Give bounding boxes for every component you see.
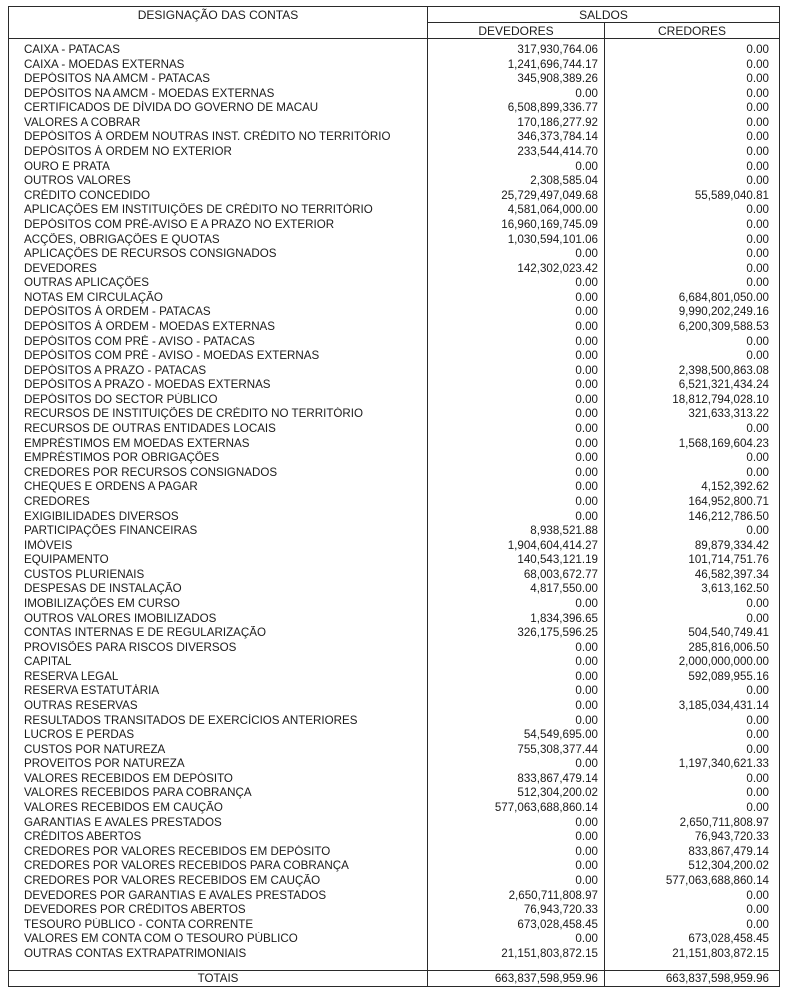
credores-value: 285,816,006.50 (688, 640, 769, 654)
account-name: EMPRÉSTIMOS POR OBRIGAÇÕES (24, 451, 220, 465)
table-row (9, 859, 779, 874)
devedores-value: 76,943,720.33 (523, 903, 598, 917)
table-row (9, 218, 779, 233)
header-designacao: DESIGNAÇÃO DAS CONTAS (137, 8, 299, 22)
account-name: CAIXA - PATACAS (24, 43, 120, 56)
devedores-value: 16,960,169,745.09 (501, 217, 598, 231)
account-name: DEPÓSITOS DO SECTOR PÚBLICO (24, 392, 218, 406)
table-row (9, 480, 779, 495)
table-row (9, 145, 779, 160)
account-name: OUTROS VALORES (24, 174, 131, 188)
credores-value: 0.00 (746, 261, 769, 275)
table-row (9, 757, 779, 772)
account-name: OURO E PRATA (24, 159, 110, 173)
table-row (9, 612, 779, 627)
table-row (9, 233, 779, 248)
table-row (9, 728, 779, 743)
account-name: CREDORES POR VALORES RECEBIDOS PARA COBRANÇA (24, 859, 349, 873)
credores-value: 0.00 (746, 742, 769, 756)
devedores-value: 0.00 (575, 713, 598, 727)
credores-value: 0.00 (746, 86, 769, 100)
table-row (9, 466, 779, 481)
table-row (9, 451, 779, 466)
account-name: DEVEDORES POR CRÉDITOS ABERTOS (24, 903, 246, 917)
table-row (9, 539, 779, 554)
account-name: RECURSOS DE OUTRAS ENTIDADES LOCAIS (24, 422, 276, 436)
account-name: DEPÓSITOS COM PRÉ-AVISO E A PRAZO NO EXTERIOR (24, 217, 335, 231)
account-name: IMOBILIZAÇÕES EM CURSO (24, 596, 180, 610)
account-name: VALORES RECEBIDOS PARA COBRANÇA (24, 786, 252, 800)
devedores-value: 21,151,803,872.15 (501, 946, 598, 960)
table-row (9, 918, 779, 933)
table-row (9, 174, 779, 189)
devedores-value: 0.00 (575, 815, 598, 829)
account-name: VALORES RECEBIDOS EM CAUÇÃO (24, 801, 223, 815)
credores-value: 4,152,392.62 (701, 480, 769, 494)
credores-value: 0.00 (746, 451, 769, 465)
account-name: DEPÓSITOS NA AMCM - MOEDAS EXTERNAS (24, 86, 275, 100)
credores-value: 2,000,000,000.00 (678, 655, 769, 669)
table-row (9, 58, 779, 73)
devedores-value: 0.00 (575, 494, 598, 508)
devedores-value: 0.00 (575, 844, 598, 858)
table-row (9, 772, 779, 787)
table-row (9, 845, 779, 860)
devedores-value: 0.00 (575, 276, 598, 290)
account-name: DEPÓSITOS À ORDEM NO EXTERIOR (24, 145, 232, 159)
table-row (9, 801, 779, 816)
table-row (9, 422, 779, 437)
table-row (9, 553, 779, 568)
totals-credores: 663,837,598,959.96 (665, 972, 769, 985)
devedores-value: 0.00 (575, 684, 598, 698)
devedores-value: 1,241,696,744.17 (507, 57, 598, 71)
table-row (9, 72, 779, 87)
account-name: RESULTADOS TRANSITADOS DE EXERCÍCIOS ANTERIORES (24, 713, 358, 727)
devedores-value: 0.00 (575, 757, 598, 771)
table-row (9, 816, 779, 831)
credores-value: 6,684,801,050.00 (678, 290, 769, 304)
devedores-value: 512,304,200.02 (517, 786, 598, 800)
account-name: EQUIPAMENTO (24, 553, 109, 567)
table-row (9, 903, 779, 918)
account-name: OUTRAS RESERVAS (24, 699, 138, 713)
table-row (9, 786, 779, 801)
table-row (9, 947, 779, 962)
credores-value: 0.00 (746, 684, 769, 698)
credores-value: 0.00 (746, 276, 769, 290)
account-name: APLICAÇÕES EM INSTITUIÇÕES DE CRÉDITO NO TERRITÓRIO (24, 203, 373, 217)
credores-value: 76,943,720.33 (694, 830, 769, 844)
account-name: CREDORES POR VALORES RECEBIDOS EM DEPÓSITO (24, 844, 331, 858)
devedores-value: 0.00 (575, 859, 598, 873)
devedores-value: 0.00 (575, 640, 598, 654)
credores-value: 0.00 (746, 801, 769, 815)
account-name: APLICAÇÕES DE RECURSOS CONSIGNADOS (24, 247, 277, 261)
credores-value: 0.00 (746, 72, 769, 86)
credores-value: 3,613,162.50 (701, 582, 769, 596)
devedores-value: 0.00 (575, 334, 598, 348)
devedores-value: 1,834,396.65 (530, 611, 598, 625)
credores-value: 577,063,688,860.14 (665, 873, 769, 887)
credores-value: 0.00 (746, 771, 769, 785)
account-name: PROVEITOS POR NATUREZA (24, 757, 185, 771)
table-row (9, 87, 779, 102)
credores-value: 0.00 (746, 232, 769, 246)
devedores-value: 4,581,064,000.00 (507, 203, 598, 217)
account-name: EMPRÉSTIMOS EM MOEDAS EXTERNAS (24, 436, 250, 450)
balance-sheet-table (8, 6, 780, 987)
account-name: LUCROS E PERDAS (24, 728, 135, 742)
devedores-value: 6,508,899,336.77 (507, 101, 598, 115)
credores-value: 0.00 (746, 145, 769, 159)
table-row (9, 364, 779, 379)
credores-value: 504,540,749.41 (688, 626, 769, 640)
account-name: EXIGIBILIDADES DIVERSOS (24, 509, 179, 523)
table-row (9, 655, 779, 670)
table-row (9, 932, 779, 947)
account-name: CAIXA - MOEDAS EXTERNAS (24, 57, 185, 71)
account-name: OUTROS VALORES IMOBILIZADOS (24, 611, 217, 625)
table-row (9, 626, 779, 641)
devedores-value: 54,549,695.00 (523, 728, 598, 742)
account-name: DEVEDORES (24, 261, 97, 275)
credores-value: 6,200,309,588.53 (678, 319, 769, 333)
table-row (9, 743, 779, 758)
table-row (9, 130, 779, 145)
account-name: GARANTIAS E AVALES PRESTADOS (24, 815, 222, 829)
credores-value: 18,812,794,028.10 (672, 392, 769, 406)
credores-value: 0.00 (746, 101, 769, 115)
table-row (9, 262, 779, 277)
table-row (9, 714, 779, 729)
table-row (9, 378, 779, 393)
table-row (9, 349, 779, 364)
devedores-value: 346,373,784.14 (517, 130, 598, 144)
devedores-value: 233,544,414.70 (517, 145, 598, 159)
credores-value: 101,714,751.76 (688, 553, 769, 567)
table-row (9, 203, 779, 218)
credores-value: 0.00 (746, 159, 769, 173)
account-name: CRÉDITO CONCEDIDO (24, 188, 151, 202)
table-row (9, 320, 779, 335)
devedores-value: 0.00 (575, 407, 598, 421)
devedores-value: 140,543,121.19 (517, 553, 598, 567)
credores-value: 0.00 (746, 524, 769, 538)
credores-value: 6,521,321,434.24 (678, 378, 769, 392)
devedores-value: 326,175,596.25 (517, 626, 598, 640)
devedores-value: 68,003,672.77 (523, 567, 598, 581)
credores-value: 0.00 (746, 465, 769, 479)
credores-value: 164,952,800.71 (688, 494, 769, 508)
credores-value: 592,089,955.16 (688, 669, 769, 683)
account-name: DEPÓSITOS A PRAZO - PATACAS (24, 363, 207, 377)
devedores-value: 0.00 (575, 873, 598, 887)
devedores-value: 0.00 (575, 319, 598, 333)
credores-value: 0.00 (746, 888, 769, 902)
credores-value: 55,589,040.81 (694, 188, 769, 202)
credores-value: 0.00 (746, 203, 769, 217)
devedores-value: 0.00 (575, 247, 598, 261)
account-name: DEPÓSITOS À ORDEM - PATACAS (24, 305, 211, 319)
table-row (9, 524, 779, 539)
header-saldos: SALDOS (579, 8, 628, 22)
devedores-value: 0.00 (575, 422, 598, 436)
devedores-value: 0.00 (575, 436, 598, 450)
table-row (9, 582, 779, 597)
credores-value: 2,650,711,808.97 (679, 815, 769, 829)
account-name: PARTICIPAÇÕES FINANCEIRAS (24, 524, 198, 538)
table-row (9, 684, 779, 699)
credores-value: 0.00 (746, 174, 769, 188)
table-row (9, 699, 779, 714)
account-name: RECURSOS DE INSTITUIÇÕES DE CRÉDITO NO TERRITÓRIO (24, 407, 364, 421)
devedores-value: 0.00 (575, 290, 598, 304)
table-row (9, 874, 779, 889)
devedores-value: 25,729,497,049.68 (501, 188, 598, 202)
credores-value: 321,633,313.22 (688, 407, 769, 421)
table-row (9, 407, 779, 422)
devedores-value: 0.00 (575, 830, 598, 844)
table-row (9, 116, 779, 131)
account-name: NOTAS EM CIRCULAÇÃO (24, 290, 163, 304)
devedores-value: 2,650,711,808.97 (508, 888, 598, 902)
credores-value: 1,568,169,604.23 (678, 436, 769, 450)
account-name: VALORES RECEBIDOS EM DEPÓSITO (24, 771, 233, 785)
devedores-value: 0.00 (575, 392, 598, 406)
table-row (9, 641, 779, 656)
table-row (9, 510, 779, 525)
credores-value: 0.00 (746, 786, 769, 800)
devedores-value: 0.00 (575, 378, 598, 392)
account-name: DEPÓSITOS COM PRÉ - AVISO - PATACAS (24, 334, 255, 348)
devedores-value: 0.00 (575, 509, 598, 523)
account-name: DEPÓSITOS À ORDEM NOUTRAS INST. CRÉDITO NO TERRITÓRIO (24, 130, 391, 144)
table-row (9, 291, 779, 306)
table-row (9, 670, 779, 685)
credores-value: 21,151,803,872.15 (672, 946, 769, 960)
credores-value: 0.00 (746, 713, 769, 727)
devedores-value: 0.00 (575, 596, 598, 610)
table-row (9, 189, 779, 204)
table-row (9, 437, 779, 452)
credores-value: 833,867,479.14 (688, 844, 769, 858)
table-row (9, 393, 779, 408)
account-name: IMÓVEIS (24, 538, 73, 552)
account-name: PROVISÕES PARA RISCOS DIVERSOS (24, 640, 237, 654)
account-name: DEPÓSITOS À ORDEM - MOEDAS EXTERNAS (24, 319, 276, 333)
header-devedores: DEVEDORES (478, 24, 554, 38)
credores-value: 2,398,500,863.08 (678, 363, 769, 377)
account-name: TESOURO PÚBLICO - CONTA CORRENTE (24, 917, 254, 931)
account-name: DEPÓSITOS A PRAZO - MOEDAS EXTERNAS (24, 378, 271, 392)
credores-value: 0.00 (746, 43, 769, 56)
credores-value: 0.00 (746, 334, 769, 348)
table-row (9, 495, 779, 510)
credores-value: 0.00 (746, 596, 769, 610)
devedores-value: 142,302,023.42 (517, 261, 598, 275)
account-name: DEVEDORES POR GARANTIAS E AVALES PRESTADOS (24, 888, 327, 902)
devedores-value: 0.00 (575, 86, 598, 100)
totals-devedores: 663,837,598,959.96 (494, 972, 598, 985)
credores-value: 3,185,034,431.14 (678, 699, 769, 713)
header-credores: CREDORES (657, 24, 726, 38)
table-row (9, 305, 779, 320)
credores-value: 0.00 (746, 903, 769, 917)
credores-value: 146,212,786.50 (688, 509, 769, 523)
devedores-value: 0.00 (575, 465, 598, 479)
devedores-value: 0.00 (575, 480, 598, 494)
devedores-value: 833,867,479.14 (517, 771, 598, 785)
devedores-value: 0.00 (575, 305, 598, 319)
account-name: CUSTOS PLURIENAIS (24, 567, 145, 581)
devedores-value: 0.00 (575, 655, 598, 669)
account-name: CONTAS INTERNAS E DE REGULARIZAÇÃO (24, 626, 267, 640)
devedores-value: 2,308,585.04 (530, 174, 598, 188)
table-row (9, 247, 779, 262)
table-row (9, 568, 779, 583)
devedores-value: 8,938,521.88 (530, 524, 598, 538)
table-row (9, 889, 779, 904)
devedores-value: 170,186,277.92 (517, 115, 598, 129)
account-name: DEPÓSITOS NA AMCM - PATACAS (24, 72, 210, 86)
totals-label: TOTAIS (197, 972, 239, 985)
devedores-value: 0.00 (575, 159, 598, 173)
devedores-value: 0.00 (575, 669, 598, 683)
devedores-value: 0.00 (575, 932, 598, 946)
credores-value: 46,582,397.34 (694, 567, 769, 581)
credores-value: 9,990,202,249.16 (678, 305, 769, 319)
totals-row (9, 971, 779, 987)
table-row (9, 597, 779, 612)
credores-value: 1,197,340,621.33 (678, 757, 769, 771)
credores-value: 673,028,458.45 (688, 932, 769, 946)
account-name: OUTRAS CONTAS EXTRAPATRIMONIAIS (24, 946, 247, 960)
table-row (9, 160, 779, 175)
table-row (9, 276, 779, 291)
account-name: OUTRAS APLICAÇÕES (24, 276, 149, 290)
account-rows (9, 43, 779, 961)
account-name: CERTIFICADOS DE DÍVIDA DO GOVERNO DE MACAU (24, 101, 319, 115)
account-name: CREDORES POR RECURSOS CONSIGNADOS (24, 465, 278, 479)
devedores-value: 1,904,604,414.27 (507, 538, 598, 552)
credores-value: 0.00 (746, 57, 769, 71)
account-name: VALORES A COBRAR (24, 115, 141, 129)
credores-value: 0.00 (746, 917, 769, 931)
devedores-value: 317,930,764.06 (517, 43, 598, 56)
account-name: CHEQUES E ORDENS A PAGAR (24, 480, 198, 494)
devedores-value: 0.00 (575, 349, 598, 363)
devedores-value: 4,817,550.00 (530, 582, 598, 596)
table-row (9, 830, 779, 845)
credores-value: 89,879,334.42 (694, 538, 769, 552)
credores-value: 0.00 (746, 349, 769, 363)
credores-value: 0.00 (746, 115, 769, 129)
account-name: DESPESAS DE INSTALAÇÃO (24, 582, 182, 596)
table-row (9, 101, 779, 116)
devedores-value: 577,063,688,860.14 (494, 801, 598, 815)
account-name: CAPITAL (24, 655, 72, 669)
credores-value: 0.00 (746, 217, 769, 231)
credores-value: 0.00 (746, 130, 769, 144)
account-name: ACÇÕES, OBRIGAÇÕES E QUOTAS (24, 232, 220, 246)
devedores-value: 673,028,458.45 (517, 917, 598, 931)
account-name: CUSTOS POR NATUREZA (24, 742, 166, 756)
devedores-value: 755,308,377.44 (517, 742, 598, 756)
credores-value: 0.00 (746, 422, 769, 436)
devedores-value: 0.00 (575, 699, 598, 713)
credores-value: 0.00 (746, 611, 769, 625)
account-name: CREDORES POR VALORES RECEBIDOS EM CAUÇÃO (24, 873, 321, 887)
account-name: RESERVA LEGAL (24, 669, 119, 683)
devedores-value: 0.00 (575, 451, 598, 465)
credores-value: 0.00 (746, 247, 769, 261)
credores-value: 512,304,200.02 (688, 859, 769, 873)
account-name: VALORES EM CONTA COM O TESOURO PÚBLICO (24, 932, 298, 946)
devedores-value: 345,908,389.26 (517, 72, 598, 86)
account-name: DEPÓSITOS COM PRÉ - AVISO - MOEDAS EXTERNAS (24, 349, 320, 363)
account-name: RESERVA ESTATUTÁRIA (24, 684, 160, 698)
table-row (9, 335, 779, 350)
credores-value: 0.00 (746, 728, 769, 742)
devedores-value: 0.00 (575, 363, 598, 377)
account-name: CREDORES (24, 494, 90, 508)
account-name: CRÉDITOS ABERTOS (24, 830, 142, 844)
devedores-value: 1,030,594,101.06 (507, 232, 598, 246)
table-row (9, 43, 779, 58)
